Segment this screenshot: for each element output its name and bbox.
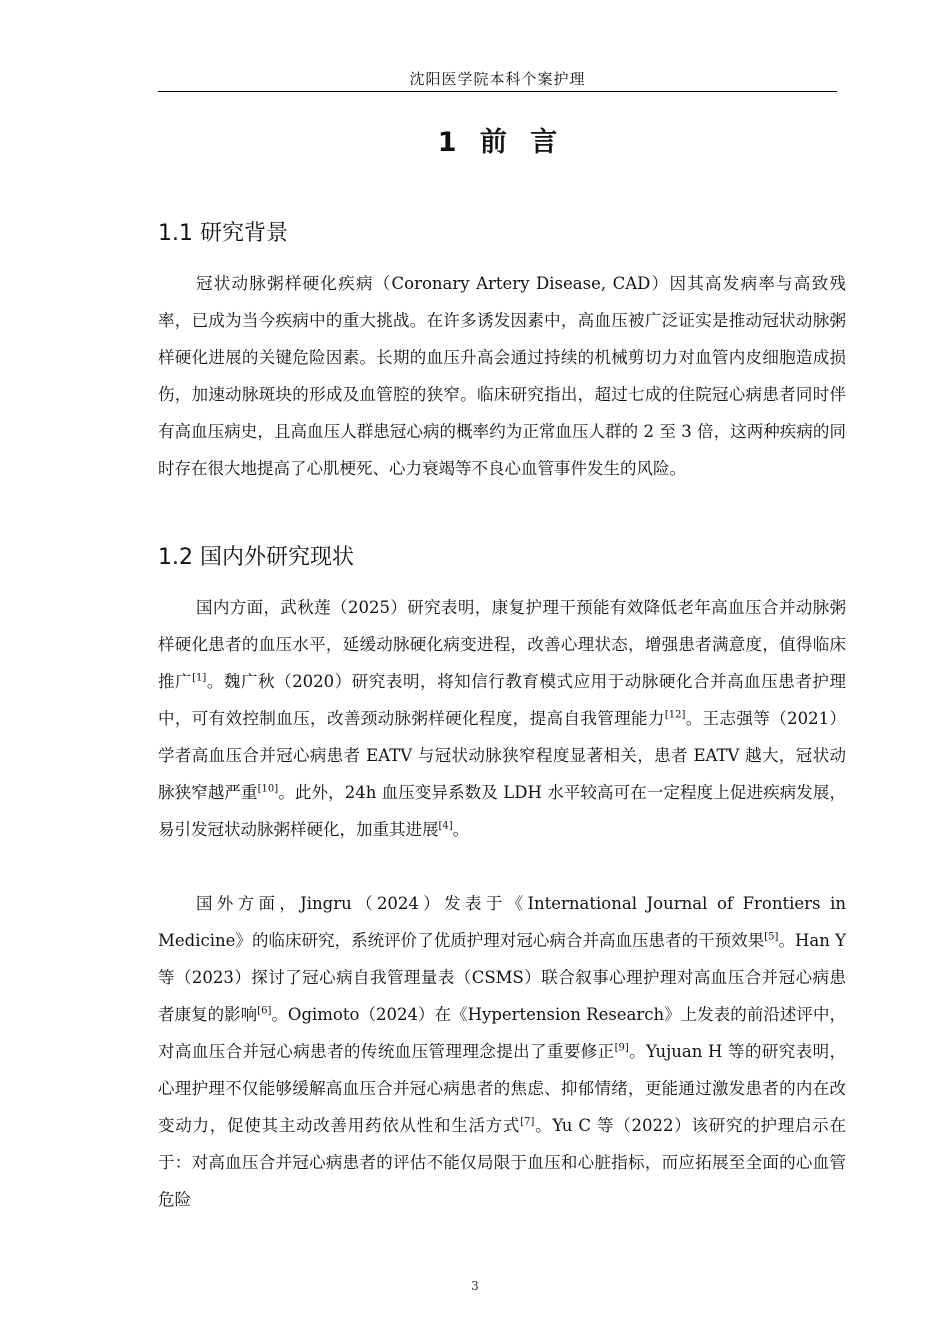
domestic-text-2: 。魏广秋（2020）研究表明，将知信行教育模式应用于动脉硬化合并高血压患者护理中，可有效控制血压，改善颈动脉粥样硬化程度，提高自我管理能力 (158, 672, 846, 728)
foreign-text-3: 。Ogimoto（2024）在《Hypertension Research》上发表的前沿述评中，对高血压合并冠心病患者的传统血压管理理念提出了重要修正 (158, 1005, 846, 1061)
domestic-text-1: 国内方面，武秋莲（2025）研究表明，康复护理干预能有效降低老年高血压合并动脉粥样硬化患者的血压水平，延缓动脉硬化病变进程，改善心理状态，增强患者满意度，值得临床推广 (158, 598, 846, 691)
chapter-title: 1 前 言 (437, 127, 558, 158)
domestic-text-5: 。 (452, 820, 470, 839)
section-heading-research-status: 1.2 国内外研究现状 (158, 545, 354, 570)
domestic-text-3: 。王志强等（2021）学者高血压合并冠心病患者 EATV 与冠状动脉狭窄程度显著相关，患者 EATV 越大，冠状动脉狭窄越严重 (158, 709, 847, 802)
paragraph-domestic-research (158, 589, 846, 848)
paragraph-foreign-research (158, 885, 846, 1218)
page-number: 3 (471, 1279, 479, 1293)
section-heading-background: 1.1 研究背景 (158, 221, 288, 246)
paragraph-background: 冠状动脉粥样硬化疾病（Coronary Artery Disease, CAD）因其高发病率与高致残率，已成为当今疾病中的重大挑战。在许多诱发因素中，高血压被广泛证实是推动冠状动脉粥样硬化进展的关键危险因素。长期的血压升高会通过持续的机械剪切力对血管内皮细胞造成损伤，加速动脉斑块的形成及血管腔的狭窄。临床研究指出，超过七成的住院冠心病患者同时伴有高血压病史，且高血压人群患冠心病的概率约为正常血压人群的 2 至 3 倍，这两种疾病的同时存在很大地提高了心肌梗死、心力衰竭等不良心血管事件发生的风险。 (158, 274, 846, 478)
foreign-text-2: 。Han Y 等（2023）探讨了冠心病自我管理量表（CSMS）联合叙事心理护理对高血压合并冠心病患者康复的影响 (158, 931, 846, 1024)
citation-ref: [1] (192, 672, 207, 684)
header-rule (158, 91, 837, 92)
citation-ref: [10] (257, 783, 279, 795)
citation-ref: [9] (614, 1042, 629, 1054)
citation-ref: [6] (257, 1005, 272, 1017)
citation-ref: [7] (520, 1116, 535, 1128)
foreign-text-4: 。Yujuan H 等的研究表明，心理护理不仅能够缓解高血压合并冠心病患者的焦虑、抑郁情绪，更能通过激发患者的内在改变动力，促使其主动改善用药依从性和生活方式 (158, 1042, 847, 1135)
citation-ref: [4] (438, 820, 453, 832)
foreign-text-1: 国外方面，Jingru（2024）发表于《International Journal of Frontiers in Medicine》的临床研究，系统评价了优质护理对冠心病合并高血压患者的干预效果 (158, 894, 846, 950)
citation-ref: [5] (764, 931, 779, 943)
citation-ref: [12] (664, 709, 686, 721)
foreign-text-5: 。Yu C 等（2022）该研究的护理启示在于：对高血压合并冠心病患者的评估不能仅局限于血压和心脏指标，而应拓展至全面的心血管危险 (158, 1116, 846, 1209)
running-header: 沈阳医学院本科个案护理 (409, 70, 586, 88)
domestic-text-4: 。此外，24h 血压变异系数及 LDH 水平较高可在一定程度上促进疾病发展，易引发冠状动脉粥样硬化，加重其进展 (158, 783, 846, 839)
